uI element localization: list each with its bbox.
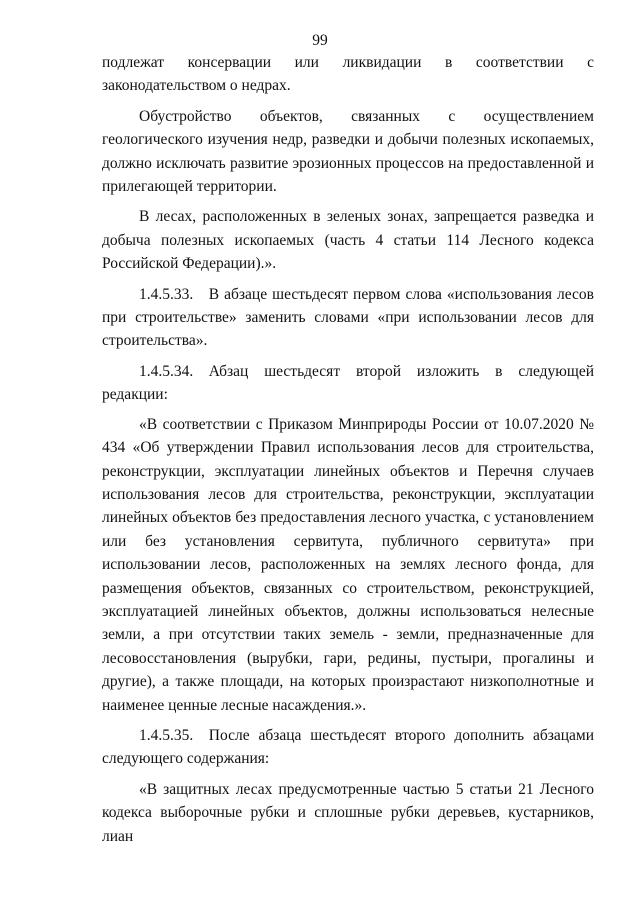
paragraph-item-1-4-5-34: 1.4.5.34. Абзац шестьдесят второй изложить в следующей редакции: <box>102 362 594 404</box>
paragraph-quoted-order: «В соответствии с Приказом Минприроды России от 10.07.2020 № 434 «Об утверждении Правил использования лесов для строительства, реконструкции, эксплуатации линейных объектов и Перечня случаев использования лесов для строительства, реконструкции, эксплуатации линейных объектов без предоставления лесного участка, с установлением или без установления сервитута, публичного сервитута» при использовании лесов, расположенных на землях лесного фонда, для размещения объектов, связанных со строительством, реконструкцией, эксплуатацией линейных объектов, должны использоваться нелесные земли, а при отсутствии таких земель - земли, предназначенные для лесовосстановления (вырубки, гари, редины, пустыри, прогалины и другие), а также площади, на которых произрастают низкополнотные и наименее ценные лесные насаждения.». <box>102 415 594 714</box>
paragraph-geology: Обустройство объектов, связанных с осуществлением геологического изучения недр, разведки и добычи полезных ископаемых, должно исключать развитие эрозионных процессов на предоставленной и прилегающей территории. <box>102 107 594 196</box>
paragraph-item-1-4-5-33: 1.4.5.33. В абзаце шестьдесят первом слова «использования лесов при строительстве» заменить словами «при использовании лесов для строительства». <box>102 285 594 350</box>
paragraph-green-zones: В лесах, расположенных в зеленых зонах, запрещается разведка и добыча полезных ископаемых (часть 4 статьи 114 Лесного кодекса Российской Федерации).». <box>102 208 594 273</box>
paragraph-continuation: подлежат консервации или ликвидации в соответствии с законодательством о недрах. <box>102 54 594 95</box>
paragraph-protective-forests: «В защитных лесах предусмотренные частью 5 статьи 21 Лесного кодекса выборочные рубки и сплошные рубки деревьев, кустарников, лиан <box>102 780 594 845</box>
page-number: 99 <box>312 32 328 49</box>
document-body <box>102 51 594 848</box>
paragraph-item-1-4-5-35: 1.4.5.35. После абзаца шестьдесят второго дополнить абзацами следующего содержания: <box>102 726 594 768</box>
